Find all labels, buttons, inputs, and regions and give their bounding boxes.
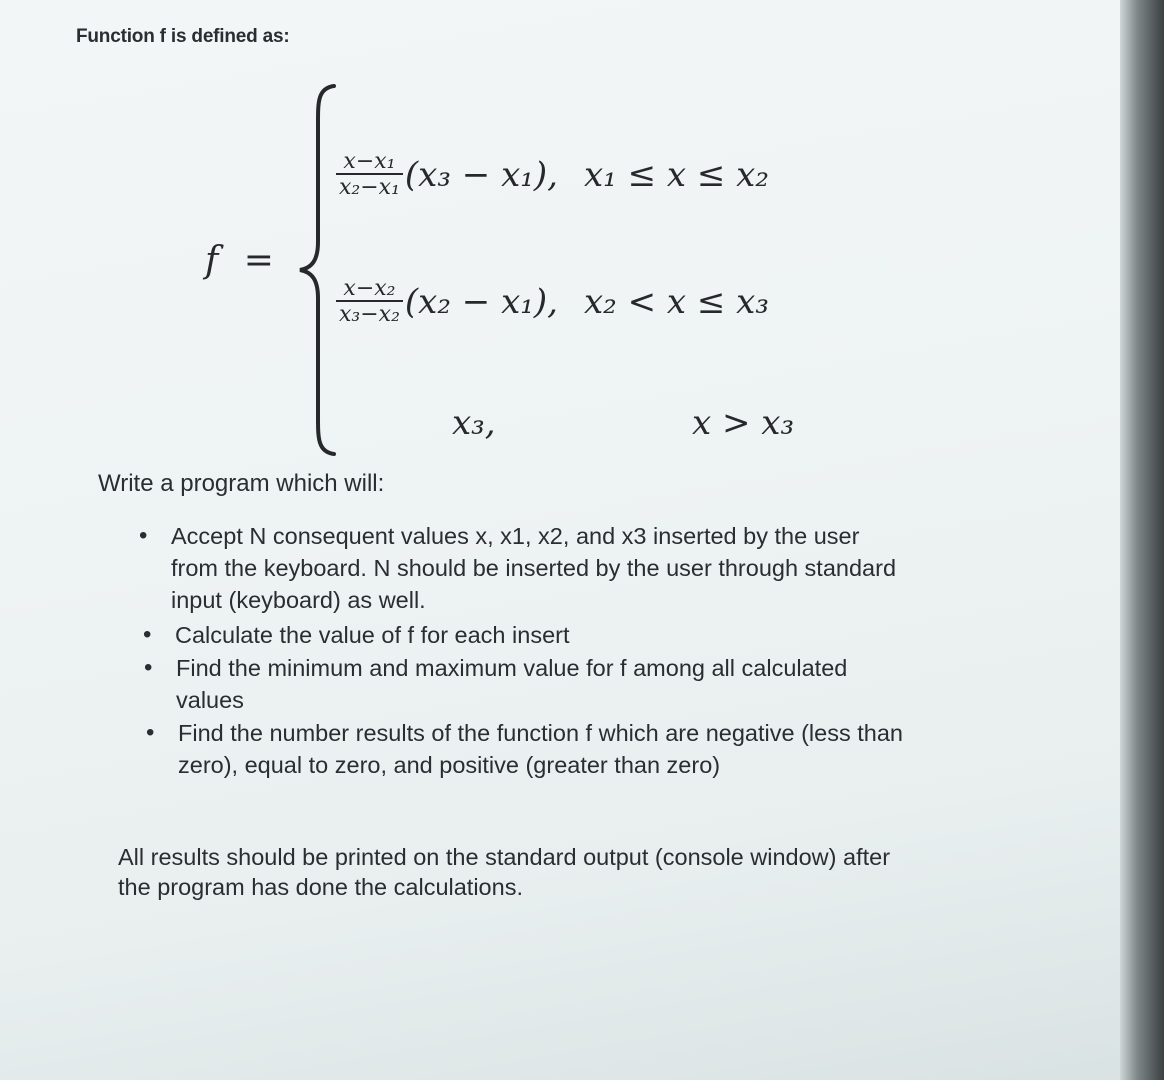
formula-case-3	[452, 403, 496, 443]
formula-lhs	[205, 240, 274, 281]
case1-factor: (x₃ − x₁),	[404, 154, 558, 195]
bullet-line: Find the minimum and maximum value for f among all calculated	[176, 655, 848, 681]
bullet-line: from the keyboard. N should be inserted by the user through standard	[171, 555, 897, 581]
bullet-line: Calculate the value of f for each insert	[175, 622, 570, 648]
formula-equals-sign: =	[243, 240, 274, 281]
bullet-dot: •	[144, 654, 153, 681]
bullet-item-calculate	[143, 619, 570, 651]
formula-case-2	[336, 277, 769, 326]
case1-condition: x₁ ≤ x ≤ x₂	[583, 154, 769, 195]
piecewise-formula	[0, 0, 1120, 470]
case2-factor: (x₂ − x₁),	[404, 281, 558, 322]
output-instructions	[118, 842, 1018, 902]
bullet-item-sign-counts	[146, 717, 903, 781]
bullet-dot: •	[146, 719, 155, 746]
formula-case-1	[336, 150, 769, 199]
case1-denominator: x₂−x₁	[336, 173, 403, 199]
bullet-item-accept-input	[139, 520, 897, 616]
case1-numerator: x−x₁	[343, 149, 396, 174]
case2-denominator: x₃−x₂	[336, 300, 403, 326]
formula-f-symbol: f	[205, 240, 219, 281]
case2-fraction	[336, 277, 403, 326]
task-lead-text: Write a program which will:	[98, 470, 385, 497]
monitor-bezel	[1120, 0, 1164, 1080]
footer-line: All results should be printed on the standard output (console window) after	[118, 844, 891, 870]
bullet-line: values	[176, 687, 244, 713]
bullet-item-min-max	[144, 652, 848, 716]
case3-condition: x > x₃	[692, 403, 795, 443]
case2-numerator: x−x₂	[343, 276, 396, 301]
bullet-line: input (keyboard) as well.	[171, 587, 426, 613]
case2-condition: x₂ < x ≤ x₃	[583, 281, 769, 322]
bullet-dot: •	[139, 522, 148, 549]
left-brace	[296, 82, 340, 457]
intro-text: Function f is defined as:	[76, 26, 290, 47]
bullet-line: Find the number results of the function f which are negative (less than	[178, 720, 903, 746]
bullet-line: zero), equal to zero, and positive (greater than zero)	[178, 752, 721, 778]
case1-fraction	[336, 150, 403, 199]
footer-line: the program has done the calculations.	[118, 874, 523, 900]
formula-case-3-condition	[692, 403, 794, 443]
case3-value: x₃,	[452, 403, 496, 443]
bullet-dot: •	[143, 621, 152, 648]
bullet-line: Accept N consequent values x, x1, x2, and x3 inserted by the user	[171, 523, 860, 549]
